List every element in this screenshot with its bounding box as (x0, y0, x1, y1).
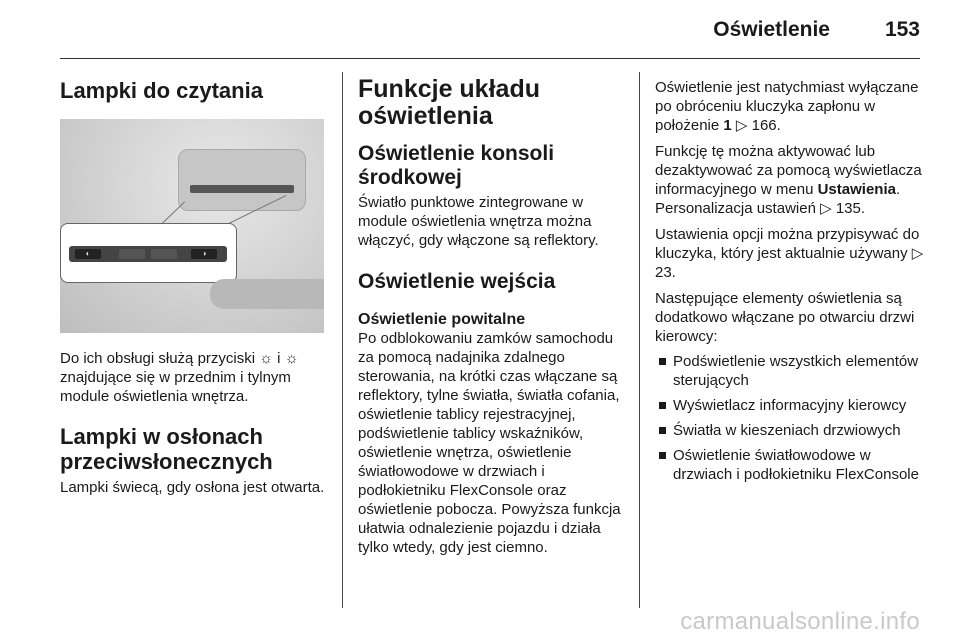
reading-lamp-illustration (60, 119, 324, 333)
column-1 (60, 72, 332, 497)
column-2 (358, 72, 626, 557)
rear-lamp-button: ◑ (191, 249, 217, 259)
heading-console-lighting: Oświetlenie konsoli środkowej (358, 142, 555, 189)
paragraph-key-settings: Ustawienia opcji można przypisywać do kluczyka, który jest aktualnie używany ▷ 23. (655, 226, 924, 281)
bullet-icon (659, 358, 666, 365)
column-divider (639, 72, 640, 608)
bullet-icon (659, 402, 666, 409)
header-rule (60, 58, 920, 59)
page-number: 153 (884, 18, 920, 41)
heading-lighting-functions: Funkcje układu oświetlenia (358, 75, 540, 130)
heading-reading-lamps: Lampki do czytania (60, 78, 263, 103)
welcome-lighting-text: Po odblokowaniu zamków samochodu za pomocą nadajnika zdalnego sterowania, na krótki czas włączane są reflektory, tylne światła, światła cofania, oświetlenie tablicy rejestracyjnej, podświetlenie tablicy wskaźników, oświetlenie wnętrza, oświetlenie światłowodowe w drzwiach i podłokietniku FlexConsole oraz oświetlenie pobocza. Powyższa funkcja ułatwia odnalezienie pojazdu i działa tylko wtedy, gdy jest ciemno. (358, 330, 621, 556)
column-divider (342, 72, 343, 608)
list-item: Oświetlenie światłowodowe w drzwiach i podłokietniku FlexConsole (655, 446, 925, 484)
reading-lamps-text: Do ich obsługi służą przyciski ☼ i ☼ znajdujące się w przednim i tylnym module oświetlenia wnętrza. (60, 350, 299, 405)
rearview-mirror (210, 279, 324, 309)
bullet-icon (659, 452, 666, 459)
column-3 (655, 72, 925, 490)
visor-lamps-text: Lampki świecą, gdy osłona jest otwarta. (60, 479, 325, 496)
page-header (60, 14, 920, 46)
console-lighting-text: Światło punktowe zintegrowane w module oświetlenia wnętrza można włączyć, gdy włączone są reflektory. (358, 194, 599, 249)
list-item: Wyświetlacz informacyjny kierowcy (655, 396, 925, 415)
watermark: carmanualsonline.info (680, 608, 920, 635)
heading-visor-lamps: Lampki w osłonach przeciwsłonecznych (60, 424, 273, 474)
rear-reading-lamp-icon: ☼ (284, 350, 299, 367)
paragraph-switch-off: Oświetlenie jest natychmiast wyłączane po obróceniu kluczyka zapłonu w położenie 1 ▷ 166. (655, 79, 919, 134)
bullet-icon (659, 427, 666, 434)
chapter-title: Oświetlenie (713, 18, 830, 41)
list-item: Podświetlenie wszystkich elementów sterujących (655, 352, 925, 390)
list-item: Światła w kieszeniach drzwiowych (655, 421, 925, 440)
reference-icon: ▷ (820, 200, 832, 217)
paragraph-driver-door: Następujące elementy oświetlenia są dodatkowo włączane po otwarciu drzwi kierowcy: (655, 290, 915, 345)
overhead-console (178, 149, 306, 211)
heading-entry-lighting: Oświetlenie wejścia (358, 270, 556, 293)
reference-icon: ▷ (735, 117, 748, 134)
driver-door-lighting-list (655, 352, 925, 484)
console-segment (151, 249, 177, 259)
console-segment (119, 249, 145, 259)
lamp-strip (190, 185, 294, 193)
zoomed-lamp-panel (60, 223, 237, 283)
front-lamp-button: ◐ (75, 249, 101, 259)
heading-welcome-lighting: Oświetlenie powitalne (358, 311, 526, 328)
front-reading-lamp-icon: ☼ (259, 350, 273, 367)
reference-icon: ▷ (911, 245, 924, 262)
paragraph-activate: Funkcję tę można aktywować lub dezaktywować za pomocą wyświetlacza informacyjnego w menu Ustawienia. Personalizacja ustawień ▷ 135. (655, 143, 922, 217)
